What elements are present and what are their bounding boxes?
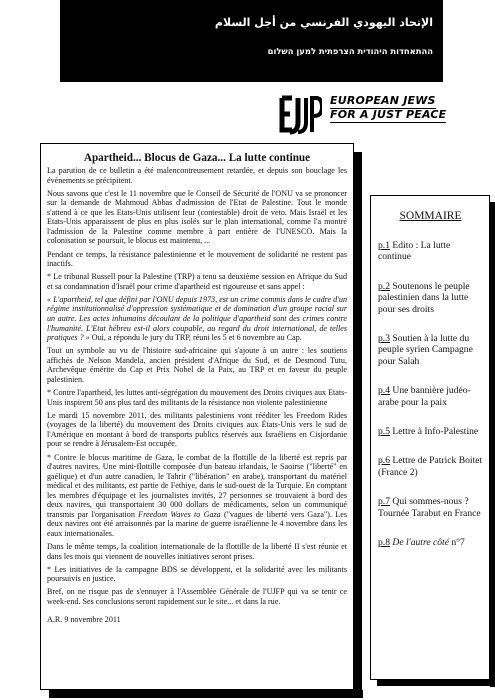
toc-item[interactable] [378,385,483,408]
hebrew-org-name: ההתאחדות היהודית הצרפתית למען השלום [267,46,433,56]
toc-item-suffix: n°7 [448,537,465,549]
toc-page-link[interactable]: p.6 [378,455,390,467]
toc-page-link[interactable]: p.8 [378,537,390,549]
article-paragraph: Nous savons que c'est le 11 novembre que le Conseil de Sécurité de l'ONU va se prononcer sur la demande de Mahmoud Abbas d'admission de l'Etat de Palestine. Tout le monde s'attend à ce que les Etats-Unis utilisent leur (contestable) droit de veto. Mais Israël et les Etats-Unis apparaissent de plus en plus isolés sur le plan international, comme l'a montré l'admission de la Palestine comme membre à part entière de l'UNESCO. Mais la colonisation se poursuit, le blocus est maintenu, ... [47,188,347,246]
article-paragraph: Tout un symbole au vu de l'histoire sud-africaine qui s'ajoute à un autre : les soutiens affichés de Nelson Mandela, ancien président d'Afrique du Sud, et de Desmond Tutu, Archevêque émérite du Cap et Prix Nobel de la Paix, au TRP et en faveur du peuple palestinien. [47,346,347,384]
toc-item[interactable] [378,455,483,478]
apartheid-quote: « L'apartheid, tel que défini par l'ONU depuis 1973, est un crime commis dans le cadre d'un régime institutionnalisé d'oppression systématique et de domination d'un groupe racial sur un autre. Les actes inhumains découlant de la politique d'apartheid sont des crimes contre l'humanité. L'Etat hébreu est-il alors coupable, au regard du droit international, de telles pratiques ? » [47,294,347,343]
arabic-org-name: الإتحاد اليهودي الفرنسي من أجل السلام [214,16,433,29]
logo-line-1: EUROPEAN JEWS [330,94,436,107]
flotilla-tail: ("vagues de liberté vers Gaza"). Les deux navires ont été arraisonnés par la marine de guerre israélienne le 4 novembre dans les eaux internationales. [47,509,347,538]
article-title: Apartheid... Blocus de Gaza... La lutte continue [83,152,311,164]
flotilla-text: * Contre le blocus maritime de Gaza, le combat de la flottille de la liberté est repris par d'autres navires. Une mini-flottille composée d'un bateau irlandais, le Saoirse ("liberté" en gaélique) et d'un autre canadien, le Tahrir ("libération" en arabe), transportant du matériel médical et des militants, est partie de Fethiye, dans le sud-ouest de la Turquie. En comptant les membres d'équipage et les journalistes invités, 27 personnes se trouvaient à bord des deux navires, qui transportaient 30 000 dollars de médicaments, selon un communiqué transmis par l'organisation [47,452,347,519]
toc-item-italic: De l'autre côté [392,537,449,549]
toc-item[interactable] [378,537,483,548]
ejjp-logo [278,92,453,136]
toc-item[interactable] [378,240,483,263]
toc-page-link[interactable]: p.3 [378,333,390,345]
article-paragraph: Bref, on ne risque pas de s'ennuyer à l'Assemblée Générale de l'UJFP qui va se tenir ce week-end. Ses conclusions seront rapidement sur le site... et dans la rue. [47,587,347,606]
toc-item[interactable] [378,426,483,437]
article-paragraph: * Contre l'apartheid, les luttes anti-ségrégation du mouvement des Droits civiques aux Etats-Unis inspirent 50 ans plus tard des militants de la résistance non violente palestinienne [47,388,347,407]
ejjp-logo-icon [278,92,322,136]
toc-item-label: Soutien à la lutte du peuple syrien Campagne pour Salah [378,333,473,367]
toc-item-label: Une bannière judéo-arabe pour la paix [378,385,471,408]
toc-item[interactable] [378,281,483,315]
toc-page-link[interactable]: p.2 [378,280,390,292]
toc-page-link[interactable]: p.5 [378,426,390,438]
logo-wordmark [330,95,455,123]
article-signature: A.R. 9 novembre 2011 [47,614,121,624]
article-paragraph: Le mardi 15 novembre 2011, des militants palestiniens vont rééditer les Freedom Rides (voyages de la liberté) du mouvement des Droits civiques aux États-Unis vers le sud de l'Amérique en montant à bord de transports publics réservés aux Israéliens en Cisjordanie pour se rendre à Jérusalem-Est occupée. [47,410,347,449]
toc-item-label: Soutenons le peuple palestinien dans la lutte pour ses droits [378,280,470,315]
toc-item-label: Lettre à Info-Palestine [390,426,479,438]
quote-tail: Oui, a répondu le jury du TRP, réuni les 5 et 6 novembre au Cap. [89,333,302,343]
toc-page-link[interactable]: p.1 [378,240,390,251]
toc-item-label: Qui sommes-nous ? Tournée Tarabut en France [378,496,481,519]
toc-item[interactable] [378,333,483,367]
toc-item[interactable] [378,496,483,519]
article-quote [47,295,347,343]
table-of-contents [370,195,490,680]
article-paragraph-flotilla [47,453,347,539]
article-paragraph: * Le tribunal Russell pour la Palestine (TRP) a tenu sa deuxième session en Afrique du Sud et sa condamnation d'Israël pour crime d'apartheid est rigoureuse et sans appel : [47,272,347,291]
header-banner [60,0,443,82]
logo-line-2: FOR A JUST PEACE [330,108,447,121]
toc-item-label: Edito : La lutte continue [378,240,451,263]
toc-page-link[interactable]: p.7 [378,496,390,508]
article-paragraph: Pendant ce temps, la résistance palestinienne et le mouvement de solidarité ne restent pas inactifs. [47,249,347,269]
toc-page-link[interactable]: p.4 [378,385,390,397]
article-paragraph: Dans le même temps, la coalition internationale de la flottille de la liberté II s'est réunie et dans les mois qui viennent de nouvelles initiatives seront prises. [47,542,347,561]
editorial-article [40,143,354,690]
toc-item-label: Lettre de Patrick Boitet (France 2) [378,455,483,478]
article-paragraph: * Les initiatives de la campagne BDS se développent, et la solidarité avec les militants poursuivis en justice. [47,564,347,584]
flotilla-org: Freedom Waves to Gaza [138,509,221,519]
sommaire-title: SOMMAIRE [399,210,462,222]
article-paragraph: La parution de ce bulletin a été malencontreusement retardée, et depuis son bouclage les événements se précipitent. [47,166,347,185]
